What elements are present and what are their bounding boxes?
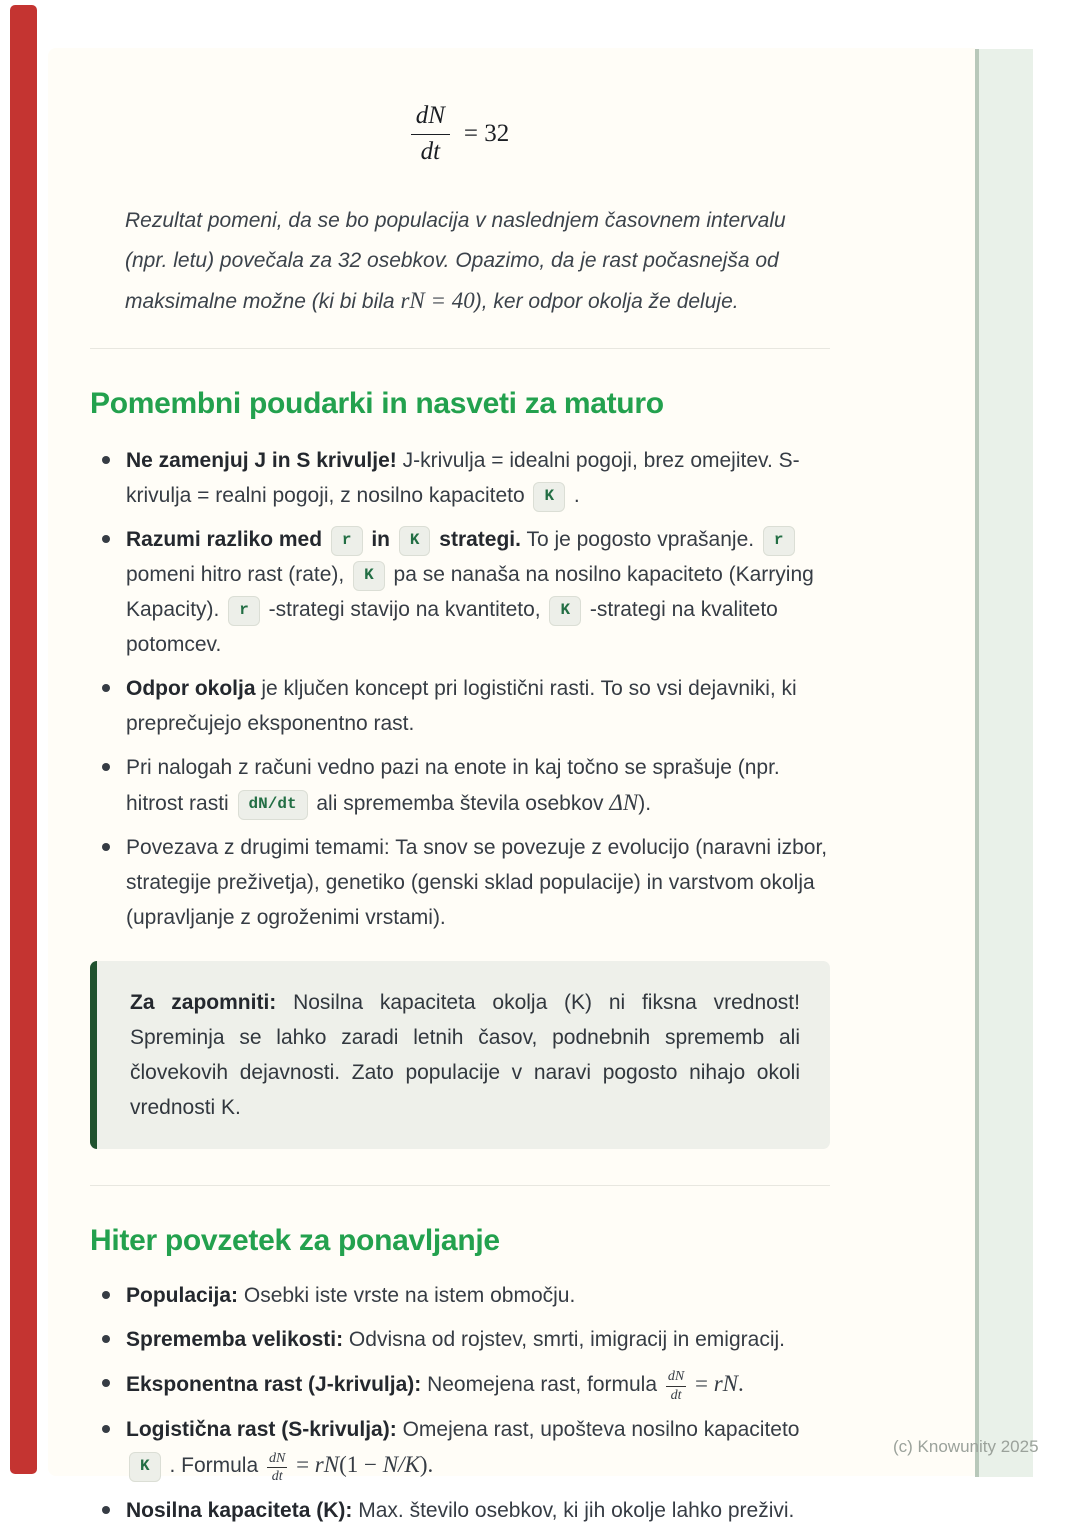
section-divider <box>90 1185 830 1186</box>
inline-code-chip: K <box>399 526 431 556</box>
formula-result: = 32 <box>463 120 510 148</box>
list-item: Logistična rast (S-krivulja): Omejena rast, upošteva nosilno kapaciteto K . Formula $\frac{dN}{dt}$ = rN(1 − N/K). <box>90 1412 830 1484</box>
inline-code-chip: r <box>763 526 795 556</box>
note-paragraph: Rezultat pomeni, da se bo populacija v naslednjem časovnem intervalu (npr. letu) povečala za 32 osebkov. Opazimo, da je rast počasnejša od maksimalne možne (ki bi bila rN = 40), ker odpor okolja že deluje. <box>125 208 786 313</box>
summary-bullet-list <box>90 1278 830 1528</box>
list-item: Nosilna kapaciteta (K): Max. število osebkov, ki jih okolje lahko preživi. <box>90 1493 830 1528</box>
section-title-tips: Pomembni poudarki in nasveti za maturo <box>90 386 664 420</box>
formula-fraction <box>411 102 450 167</box>
section-title-summary: Hiter povzetek za ponavljanje <box>90 1223 500 1257</box>
inline-code-chip: r <box>228 596 260 626</box>
inline-fraction: $\frac{dN}{dt}$ <box>268 1450 286 1484</box>
fraction-numerator: dN <box>411 102 450 135</box>
copyright-watermark: (c) Knowunity 2025 <box>893 1437 1039 1456</box>
list-item: Sprememba velikosti: Odvisna od rojstev, smrti, imigracij in emigracij. <box>90 1322 830 1357</box>
inline-code-chip: K <box>549 596 581 626</box>
section-divider <box>90 348 830 349</box>
list-item: Povezava z drugimi temami: Ta snov se povezuje z evolucijo (naravni izbor, strategije preživetja), genetiko (genski sklad populacije) in varstvom okolja (upravljanje z ogroženimi vrstami). <box>90 830 830 935</box>
list-item: Razumi razliko med r in K strategi. To je pogosto vprašanje. r pomeni hitro rast (rate), K pa se nanaša na nosilno kapaciteto (Karrying Kapacity). r -strategi stavijo na kvantiteto, K -strategi na kvaliteto potomcev. <box>90 522 830 662</box>
list-item: Odpor okolja je ključen koncept pri logistični rasti. To so vsi dejavniki, ki preprečujejo eksponentno rast. <box>90 671 830 741</box>
display-formula <box>90 48 830 167</box>
inline-code-chip: K <box>533 482 565 512</box>
callout-box: Za zapomniti: Nosilna kapaciteta okolja (K) ni fiksna vrednost! Spreminja se lahko zaradi letnih časov, podnebnih sprememb ali človekovih dejavnosti. Zato populacije v naravi pogosto nihajo okoli vrednosti K. <box>90 961 830 1149</box>
list-item: Populacija: Osebki iste vrste na istem območju. <box>90 1278 830 1313</box>
inline-code-chip: K <box>353 561 385 591</box>
document-page <box>48 48 975 1523</box>
inline-code-chip: r <box>331 526 363 556</box>
tips-bullet-list <box>90 443 830 935</box>
page-content <box>90 48 830 1528</box>
list-item: Eksponentna rast (J-krivulja): Neomejena rast, formula $\frac{dN}{dt}$ = rN. <box>90 1366 830 1403</box>
red-edge-ribbon <box>10 5 37 1474</box>
list-item: Pri nalogah z računi vedno pazi na enote in kaj točno se sprašuje (npr. hitrost rasti dN/dt ali sprememba števila osebkov ΔN). <box>90 750 830 821</box>
fraction-denominator: dt <box>420 137 441 165</box>
inline-code-chip: dN/dt <box>238 790 308 820</box>
right-accent-stripe <box>975 49 1033 1477</box>
inline-fraction: $\frac{dN}{dt}$ <box>667 1369 685 1403</box>
inline-code-chip: K <box>129 1452 161 1482</box>
list-item: Ne zamenjuj J in S krivulje! J-krivulja = idealni pogoji, brez omejitev. S-krivulja = realni pogoji, z nosilno kapaciteto K . <box>90 443 830 513</box>
